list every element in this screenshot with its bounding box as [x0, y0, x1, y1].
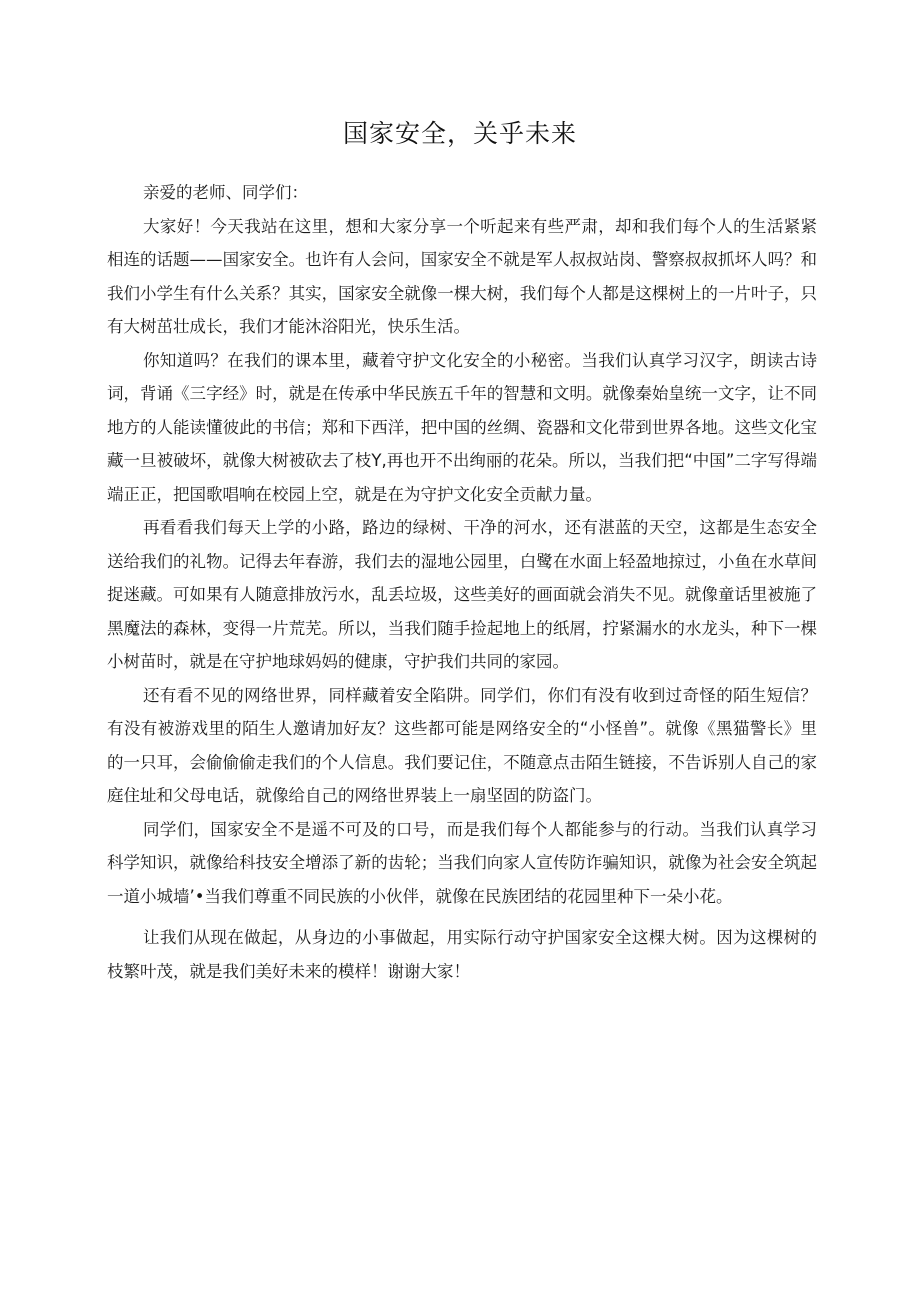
- paragraph-ecological-security: 再看看我们每天上学的小路，路边的绿树、干净的河水，还有湛蓝的天空，这都是生态安全送给我们的礼物。记得去年春游，我们去的湿地公园里，白鹭在水面上轻盈地掠过，小鱼在水草间捉迷藏。可如果有人随意排放污水，乱丢垃圾，这些美好的画面就会消失不见。就像童话里被施了黑魔法的森林，变得一片荒芜。所以，当我们随手捡起地上的纸屑，拧紧漏水的水龙头，种下一棵小树苗时，就是在守护地球妈妈的健康，守护我们共同的家园。: [107, 518, 817, 671]
- salutation: 亲爱的老师、同学们：: [143, 183, 308, 202]
- paragraph-closing: 让我们从现在做起，从身边的小事做起，用实际行动守护国家安全这棵大树。因为这棵树的枝繁叶茂，就是我们美好未来的模样！谢谢大家！: [107, 928, 817, 981]
- paragraph-action: 同学们，国家安全不是遥不可及的口号，而是我们每个人都能参与的行动。当我们认真学习科学知识，就像给科技安全增添了新的齿轮；当我们向家人宣传防诈骗知识，就像为社会安全筑起一道小城墙’•当我们尊重不同民族的小伙伴，就像在民族团结的花园里种下一朵小花。: [107, 819, 817, 906]
- speech-body: [107, 176, 817, 988]
- paragraph-intro: 大家好！今天我站在这里，想和大家分享一个听起来有些严肃，却和我们每个人的生活紧紧相连的话题——国家安全。也许有人会问，国家安全不就是军人叔叔站岗、警察叔叔抓坏人吗？和我们小学生有什么关系？其实，国家安全就像一棵大树，我们每个人都是这棵树上的一片叶子，只有大树茁壮成长，我们才能沐浴阳光，快乐生活。: [107, 216, 817, 336]
- paragraph-culture-security: 你知道吗？在我们的课本里，藏着守护文化安全的小秘密。当我们认真学习汉字，朗读古诗词，背诵《三字经》时，就是在传承中华民族五千年的智慧和文明。就像秦始皇统一文字，让不同地方的人能读懂彼此的书信；郑和下西洋，把中国的丝绸、瓷器和文化带到世界各地。这些文化宝藏一旦被破坏，就像大树被砍去了枝Y,再也开不出绚丽的花朵。所以，当我们把“中国”二字写得端端正正，把国歌唱响在校园上空，就是在为守护文化安全贡献力量。: [107, 350, 817, 504]
- page-title: 国家安全，关乎未来: [342, 119, 577, 148]
- paragraph-network-security: 还有看不见的网络世界，同样藏着安全陷阱。同学们，你们有没有收到过奇怪的陌生短信？有没有被游戏里的陌生人邀请加好友？这些都可能是网络安全的“小怪兽”。就像《黑猫警长》里的一只耳，会偷偷偷走我们的个人信息。我们要记住，不随意点击陌生链接，不告诉别人自己的家庭住址和父母电话，就像给自己的网络世界装上一扇坚固的防盗门。: [107, 685, 817, 805]
